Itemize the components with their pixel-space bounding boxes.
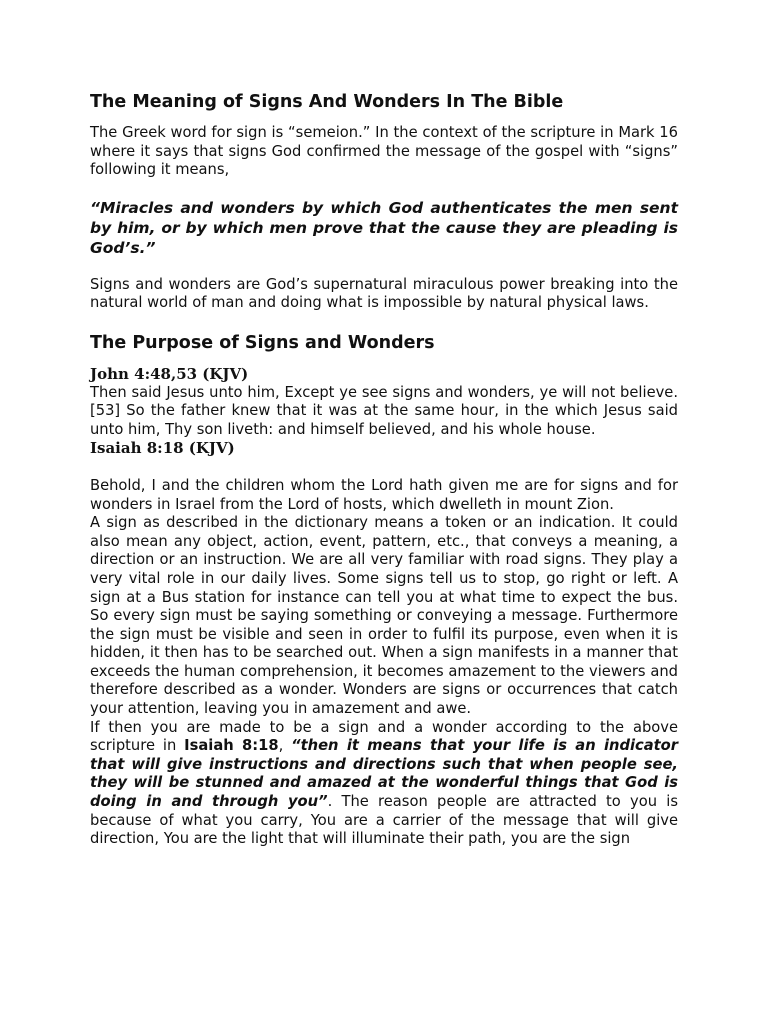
quote-miracles-definition: “Miracles and wonders by which God authenticates the men sent by him, or by which men prove that the cause they are pleading is God’s.” bbox=[90, 198, 678, 257]
paragraph-supernatural-power: Signs and wonders are God’s supernatural miraculous power breaking into the natural world of man and doing what is impossible by natural physical laws. bbox=[90, 275, 678, 312]
scripture-reference-isaiah: Isaiah 8:18 (KJV) bbox=[90, 439, 235, 458]
separator-text: , bbox=[278, 737, 292, 755]
paragraph-lead-text: If then you are made to be a sign and a wonder according to the above scripture in bbox=[90, 718, 678, 755]
scripture-reference-john: John 4:48,53 (KJV) bbox=[90, 364, 249, 383]
paragraph-sign-definition: A sign as described in the dictionary means a token or an indication. It could also mean any object, action, event, pattern, etc., that conveys a meaning, a direction or an instruction. We are all very familiar with road signs. They play a very vital role in our daily lives. Some signs tell us to stop, go right or left. A sign at a Bus station for instance can tell you at what time to expect the bus. So every sign must be saying something or conveying a message. Furthermore the sign must be visible and seen in order to fulfil its purpose, even when it is hidden, it then has to be searched out. When a sign manifests in a manner that exceeds the human comprehension, it becomes amazement to the viewers and therefore described as a wonder. Wonders are signs or occurrences that catch your attention, leaving you in amazement and awe. bbox=[90, 514, 678, 718]
paragraph-greek-word: The Greek word for sign is “semeion.” In the context of the scripture in Mark 16 where it says that signs God confirmed the message of the gospel with “signs” following it means, bbox=[90, 124, 678, 179]
spacer bbox=[90, 458, 678, 477]
heading-purpose-of-signs: The Purpose of Signs and Wonders bbox=[90, 332, 435, 353]
inline-scripture-reference: Isaiah 8:18 bbox=[184, 737, 279, 755]
verse-isaiah: Behold, I and the children whom the Lord hath given me are for signs and for wonders in Israel from the Lord of hosts, which dwelleth in mount Zion. bbox=[90, 476, 678, 513]
inline-quote: “then it means that your life is an indicator that will give instructions and directions such that when people see, they will be stunned and amazed at the wonderful things that God is doing in and through you” bbox=[90, 737, 679, 811]
title-meaning-of-signs: The Meaning of Signs And Wonders In The Bible bbox=[90, 92, 564, 112]
paragraph-rest-text: . The reason people are attracted to you is because of what you carry, You are a carrier of the message that will give direction, You are the light that will illuminate their path, you are the sign bbox=[90, 793, 678, 848]
paragraph-made-to-be-a-sign bbox=[90, 719, 678, 849]
verse-john: Then said Jesus unto him, Except ye see signs and wonders, ye will not believe. [53] So the father knew that it was at the same hour, in the which Jesus said unto him, Thy son liveth: and himself believed, and his whole house. bbox=[90, 383, 678, 438]
